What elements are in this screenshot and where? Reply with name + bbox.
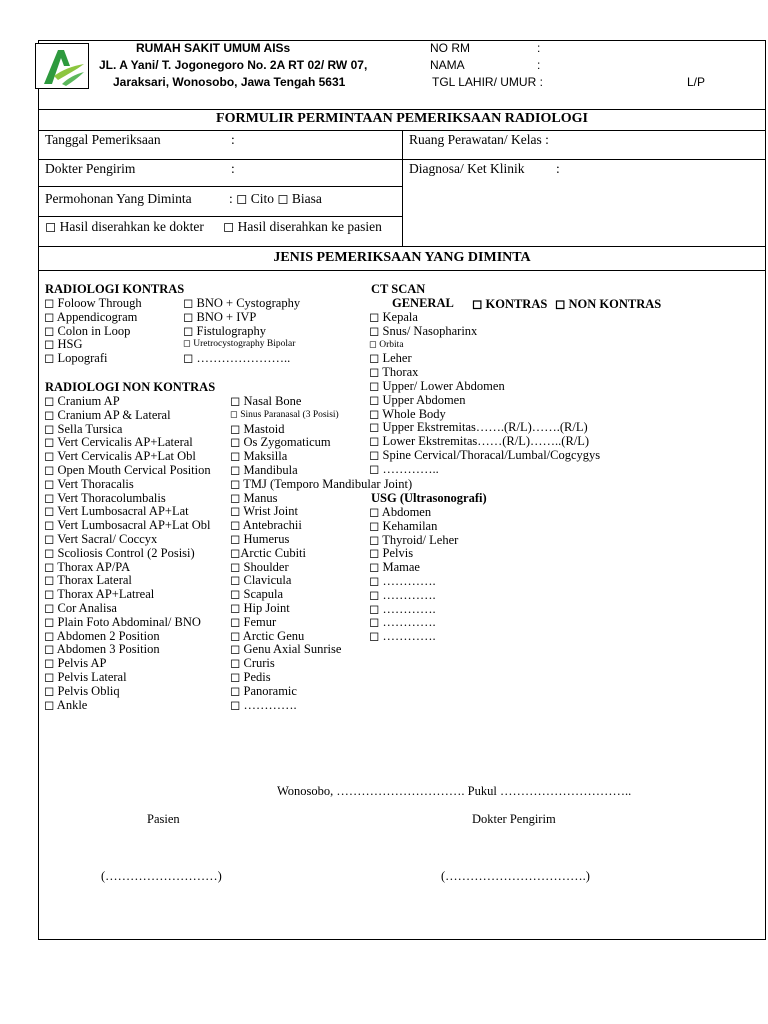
checkbox-item[interactable]: ◻ Kehamilan (369, 518, 438, 533)
checkbox-item[interactable]: ◻Arctic Cubiti (230, 545, 306, 560)
dokter-pengirim-label: Dokter Pengirim (472, 812, 556, 826)
checkbox-item[interactable]: ◻ Maksilla (230, 449, 288, 464)
tanggal-label: Tanggal Pemeriksaan (45, 132, 161, 147)
divider (38, 270, 766, 271)
usg-items (369, 506, 458, 644)
pasien-label: Pasien (147, 812, 180, 826)
radiologi-non-kontras-title: RADIOLOGI NON KONTRAS (45, 380, 216, 394)
ct-non-kontras-checkbox[interactable]: ◻ NON KONTRAS (555, 297, 662, 311)
tgl-lahir-label: TGL LAHIR/ UMUR : (432, 75, 543, 89)
checkbox-item[interactable]: ◻ Cranium AP & Lateral (44, 407, 171, 422)
hospital-logo (35, 43, 89, 89)
checkbox-item[interactable]: ◻ Abdomen 2 Position (44, 628, 160, 643)
checkbox-item[interactable]: ◻ …………. (369, 573, 436, 588)
address-line-1: JL. A Yani/ T. Jogonegoro No. 2A RT 02/ RW 07, (99, 58, 368, 72)
checkbox-item[interactable]: ◻ Fistulography (183, 323, 266, 338)
checkbox-item[interactable]: ◻ Wrist Joint (230, 504, 298, 519)
ruang-label: Ruang Perawatan/ Kelas : (409, 132, 549, 147)
divider (38, 246, 766, 247)
checkbox-item[interactable]: ◻ TMJ (Temporo Mandibular Joint) (230, 476, 413, 491)
checkbox-item[interactable]: ◻ Pelvis (369, 546, 414, 561)
checkbox-item[interactable]: ◻ Arctic Genu (230, 628, 305, 643)
no-rm-label: NO RM (430, 41, 470, 55)
place-time: Wonosobo, …………………………. Pukul ………………………….. (277, 784, 632, 798)
checkbox-item[interactable]: ◻ Leher (369, 351, 412, 366)
checkbox-item[interactable]: ◻ Upper Abdomen (369, 392, 466, 407)
checkbox-item[interactable]: ◻ Humerus (230, 531, 290, 546)
hasil-pasien-checkbox[interactable]: ◻ Hasil diserahkan ke pasien (223, 219, 382, 234)
dokter-label: Dokter Pengirim (45, 161, 136, 176)
divider (402, 130, 403, 246)
divider (403, 159, 766, 160)
checkbox-item[interactable]: ◻ ………………….. (183, 351, 291, 366)
diagnosa-colon: : (556, 161, 560, 176)
lp-label: L/P (687, 75, 706, 89)
checkbox-item[interactable]: ◻ Mandibula (230, 462, 298, 477)
checkbox-item[interactable]: ◻ Genu Axial Sunrise (230, 642, 342, 657)
checkbox-item[interactable]: ◻ Thorax Lateral (44, 573, 132, 588)
checkbox-item[interactable]: ◻ Cranium AP (44, 394, 120, 408)
checkbox-item[interactable]: ◻ HSG (44, 337, 83, 352)
checkbox-item[interactable]: ◻ Thorax (369, 365, 419, 380)
checkbox-item[interactable]: ◻ Mamae (369, 560, 420, 575)
dokter-colon: : (231, 161, 235, 176)
checkbox-item[interactable]: ◻ Thorax AP/PA (44, 559, 131, 574)
ct-scan-items (369, 311, 600, 477)
checkbox-item[interactable]: ◻ Scoliosis Control (2 Posisi) (44, 545, 195, 560)
checkbox-item[interactable]: ◻ BNO + Cystography (183, 296, 301, 310)
checkbox-item[interactable]: ◻ Vert Sacral/ Coccyx (44, 531, 158, 546)
checkbox-item[interactable]: ◻ Vert Thoracalis (44, 476, 134, 491)
checkbox-item[interactable]: ◻ Cruris (230, 656, 275, 671)
checkbox-item[interactable]: ◻ Uretrocystography Bipolar (183, 339, 296, 350)
checkbox-item[interactable]: ◻ Vert Thoracolumbalis (44, 490, 166, 505)
non-kontras-col1 (44, 395, 211, 712)
checkbox-item[interactable]: ◻ Cor Analisa (44, 600, 117, 615)
checkbox-item[interactable]: ◻ Orbita (369, 339, 404, 350)
ct-kontras-checkbox[interactable]: ◻ KONTRAS (472, 297, 548, 311)
checkbox-item[interactable]: ◻ Sella Tursica (44, 421, 123, 436)
checkbox-item[interactable]: ◻ Ankle (44, 697, 88, 712)
checkbox-item[interactable]: ◻ Open Mouth Cervical Position (44, 462, 211, 477)
checkbox-item[interactable]: ◻ Plain Foto Abdominal/ BNO (44, 614, 201, 629)
jenis-title: JENIS PEMERIKSAAN YANG DIMINTA (273, 250, 531, 265)
hasil-dokter-checkbox[interactable]: ◻ Hasil diserahkan ke dokter (45, 219, 204, 234)
checkbox-item[interactable]: ◻ Foloow Through (44, 296, 142, 310)
checkbox-item[interactable]: ◻ Abdomen 3 Position (44, 642, 160, 657)
no-rm-colon: : (537, 41, 541, 55)
checkbox-item[interactable]: ◻ Shoulder (230, 559, 289, 574)
checkbox-item[interactable]: ◻ Vert Cervicalis AP+Lat Obl (44, 449, 196, 464)
dokter-signature: (…………………………….) (441, 869, 590, 883)
hospital-logo-icon (36, 44, 88, 88)
radiologi-kontras-col2 (183, 297, 300, 366)
divider (38, 216, 402, 217)
divider (38, 186, 402, 187)
checkbox-item[interactable]: ◻ Lower Ekstremitas……(R/L)……..(R/L) (369, 434, 590, 449)
radiologi-kontras-title: RADIOLOGI KONTRAS (45, 282, 185, 296)
usg-title: USG (Ultrasonografi) (371, 491, 487, 505)
checkbox-item[interactable]: ◻ Vert Lumbosacral AP+Lat Obl (44, 518, 211, 533)
checkbox-item[interactable]: ◻ Pedis (230, 669, 271, 684)
ct-scan-title: CT SCAN (371, 282, 426, 296)
checkbox-item[interactable]: ◻ …………. (369, 601, 436, 616)
checkbox-item[interactable]: ◻ Abdomen (369, 505, 432, 519)
checkbox-item[interactable]: ◻ Pelvis Lateral (44, 669, 127, 684)
divider (38, 109, 766, 110)
checkbox-item[interactable]: ◻ Antebrachii (230, 518, 302, 533)
checkbox-item[interactable]: ◻ Nasal Bone (230, 394, 302, 408)
form-title: FORMULIR PERMINTAAN PEMERIKSAAN RADIOLOGI (216, 111, 588, 126)
checkbox-item[interactable]: ◻ …………. (369, 629, 436, 644)
pasien-signature: (………………………) (101, 869, 222, 883)
checkbox-item[interactable]: ◻ Manus (230, 490, 278, 505)
nama-colon: : (537, 58, 541, 72)
permohonan-options[interactable]: : ◻ Cito ◻ Biasa (229, 191, 322, 206)
checkbox-item[interactable]: ◻ Sinus Paranasal (3 Posisi) (230, 409, 339, 420)
checkbox-item[interactable]: ◻ Os Zygomaticum (230, 435, 331, 450)
divider (38, 159, 402, 160)
checkbox-item[interactable]: ◻ Hip Joint (230, 600, 290, 615)
checkbox-item[interactable]: ◻ Upper/ Lower Abdomen (369, 378, 505, 393)
checkbox-item[interactable]: ◻ Whole Body (369, 406, 446, 421)
checkbox-item[interactable]: ◻ Panoramic (230, 683, 297, 698)
checkbox-item[interactable]: ◻ Upper Ekstremitas…….(R/L)…….(R/L) (369, 420, 588, 435)
checkbox-item[interactable]: ◻ Thorax AP+Latreal (44, 587, 155, 602)
radiologi-kontras-col1 (44, 297, 142, 366)
checkbox-item[interactable]: ◻ Pelvis AP (44, 656, 107, 671)
diagnosa-label: Diagnosa/ Ket Klinik (409, 161, 525, 176)
checkbox-item[interactable]: ◻ Clavicula (230, 573, 292, 588)
checkbox-item[interactable]: ◻ Snus/ Nasopharinx (369, 323, 478, 338)
checkbox-item[interactable]: ◻ Kepala (369, 310, 418, 324)
checkbox-item[interactable]: ◻ Mastoid (230, 421, 285, 436)
checkbox-item[interactable]: ◻ Appendicogram (44, 309, 138, 324)
checkbox-item[interactable]: ◻ Colon in Loop (44, 323, 131, 338)
checkbox-item[interactable]: ◻ …………. (230, 697, 297, 712)
nama-label: NAMA (430, 58, 465, 72)
checkbox-item[interactable]: ◻ Thyroid/ Leher (369, 532, 459, 547)
checkbox-item[interactable]: ◻ …………. (369, 587, 436, 602)
permohonan-label: Permohonan Yang Diminta (45, 191, 192, 206)
checkbox-item[interactable]: ◻ Pelvis Obliq (44, 683, 120, 698)
hospital-name: RUMAH SAKIT UMUM AISs (136, 41, 291, 55)
checkbox-item[interactable]: ◻ Vert Lumbosacral AP+Lat (44, 504, 189, 519)
checkbox-item[interactable]: ◻ Vert Cervicalis AP+Lateral (44, 435, 193, 450)
ct-general-label: GENERAL (392, 296, 454, 310)
checkbox-item[interactable]: ◻ Spine Cervical/Thoracal/Lumbal/Cogcygys (369, 447, 601, 462)
tanggal-colon: : (231, 132, 235, 147)
checkbox-item[interactable]: ◻ Lopografi (44, 351, 108, 366)
checkbox-item[interactable]: ◻ …………. (369, 615, 436, 630)
address-line-2: Jaraksari, Wonosobo, Jawa Tengah 5631 (113, 75, 346, 89)
checkbox-item[interactable]: ◻ Scapula (230, 587, 284, 602)
checkbox-item[interactable]: ◻ BNO + IVP (183, 309, 257, 324)
checkbox-item[interactable]: ◻ Femur (230, 614, 277, 629)
checkbox-item[interactable]: ◻ ………….. (369, 461, 439, 476)
